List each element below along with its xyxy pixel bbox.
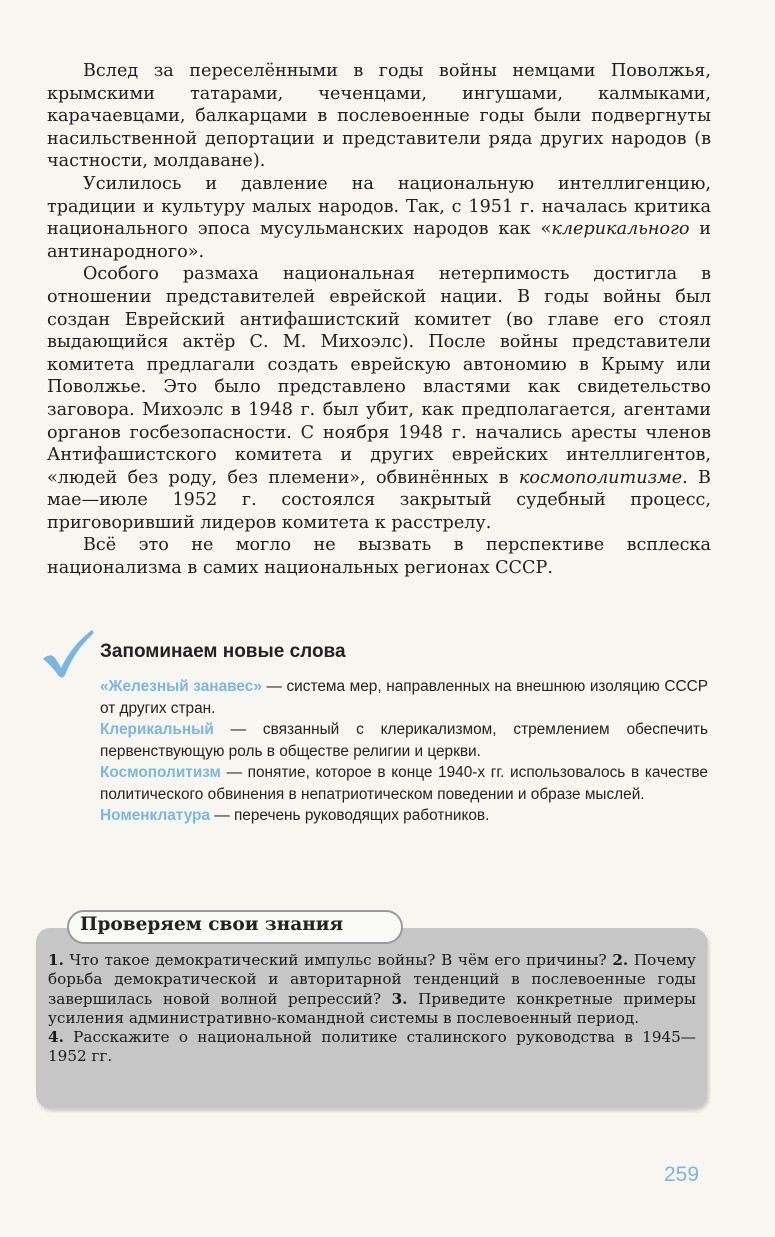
paragraph-intelligentsia [47, 173, 711, 263]
vocabulary-definition: — связанный с клерикализмом, стремлением обеспечить первенствующую роль в обществе религии и церкви. [100, 721, 708, 760]
paragraph-deportation: Вслед за переселёнными в годы войны немцами Поволжья, крымскими татарами, чеченцами, ингушами, калмыками, карачаевцами, балкарцами в послевоенные годы были подвергнуты насильственной депортации и представители ряда других народов (в частности, молдаване). [47, 61, 711, 172]
check-knowledge-title: Проверяем свои знания [80, 914, 344, 935]
text-segment: Усилилось и давление на национальную интеллигенцию, традиции и культуру малых народов. Так, с 1951 г. началась критика национального эпоса мусульманских народов как « [47, 173, 711, 240]
vocabulary-item [100, 762, 708, 805]
vocabulary-term: Космополитизм [100, 764, 221, 781]
question-text: Расскажите о национальной политике сталинского руководства в 1945—1952 гг. [48, 1028, 696, 1066]
vocabulary-definition: — понятие, которое в конце 1940-х гг. использовалось в качестве политического обвинения в непатриотическом поведении и образе мыслей. [100, 764, 708, 803]
vocabulary-definition: — система мер, направленных на внешнюю изоляцию СССР от других стран. [100, 678, 708, 717]
vocabulary-definition: — перечень руководящих работников. [210, 807, 490, 824]
vocabulary-term: Номенклатура [100, 807, 211, 824]
vocabulary-item [100, 719, 708, 762]
paragraph-nationalism: Всё это не могло не вызвать в перспективе всплеска национализма в самих национальных регионах СССР. [47, 535, 711, 579]
page-number: 259 [664, 1163, 700, 1186]
question-number: 1. [48, 951, 64, 969]
question-text: Приведите конкретные примеры усиления административно-командной системы в послевоенный период. [48, 989, 696, 1027]
question-number: 4. [48, 1028, 64, 1047]
text-segment: и антинародного». [47, 219, 711, 262]
checkmark-icon [40, 628, 96, 680]
vocabulary-list [100, 676, 708, 827]
question-text: Почему борьба демократической и авторитарной тенденций в послевоенные годы завершилась новой волной репрессий? [48, 951, 696, 1008]
vocabulary-item [100, 805, 708, 827]
italic-term: клерикального [551, 219, 690, 240]
vocabulary-term: «Железный занавес» [100, 678, 262, 695]
check-knowledge-questions [48, 951, 696, 1067]
vocabulary-title: Запоминаем новые слова [100, 641, 346, 662]
question-number: 3. [391, 989, 408, 1008]
text-segment: . В мае—июле 1952 г. состоялся закрытый судебный процесс, приговоривший лидеров комитета к расстрелу. [47, 467, 711, 533]
vocabulary-term: Клерикальный [100, 721, 214, 738]
paragraph-jewish-committee [47, 263, 711, 534]
italic-term: космополитизме [518, 467, 683, 488]
vocabulary-item [100, 676, 708, 719]
main-text [47, 60, 711, 580]
questions-paragraph [48, 951, 696, 1067]
question-text: Что такое демократический импульс войны? В чём его причины? [63, 951, 613, 969]
text-segment: Особого размаха национальная нетерпимость достигла в отношении представителей еврейской нации. В годы войны был создан Еврейский антифашистский комитет (во главе его стоял выдающийся актёр С. М. Михоэлс). После войны представители комитета предлагали создать еврейскую автономию в Крыму или Поволжье. Это было представлено властями как свидетельство заговора. Михоэлс в 1948 г. был убит, как предполагается, агентами органов госбезопасности. С ноября 1948 г. начались аресты членов Антифашистского комитета и других еврейских интеллигентов, «людей без роду, без племени», обвинённых в [47, 264, 711, 488]
question-number: 2. [612, 951, 629, 969]
